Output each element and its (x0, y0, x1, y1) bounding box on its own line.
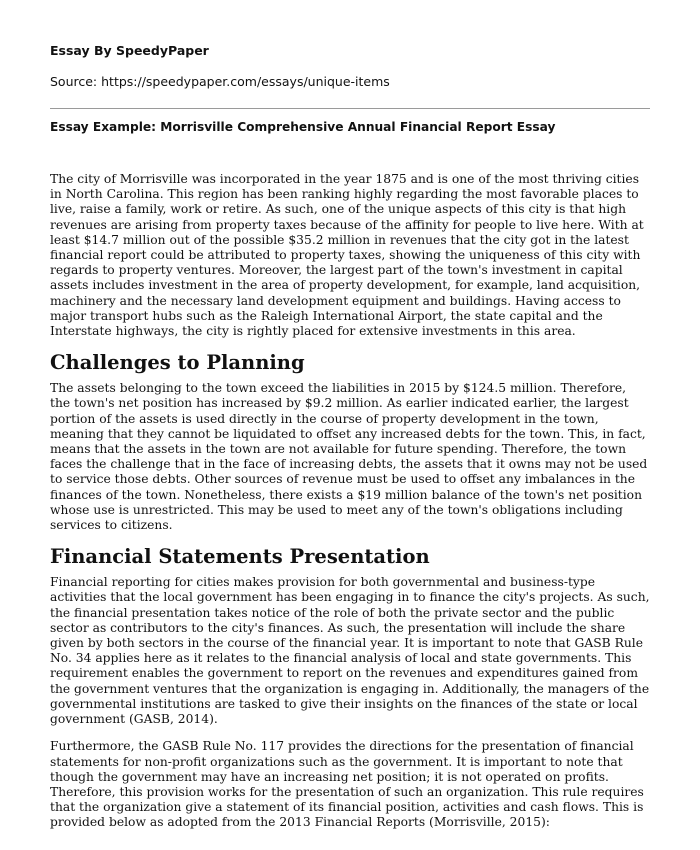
site-header-title: Essay By SpeedyPaper (50, 43, 209, 58)
source-line: Source: https://speedypaper.com/essays/unique-items (50, 74, 390, 89)
intro-paragraph: The city of Morrisville was incorporated in the year 1875 and is one of the most thriving cities in North Carolina. This region has been ranking highly regarding the most favorable places to live, raise a family, work or retire. As such, one of the unique aspects of this city is that high revenues are arising from property taxes because of the affinity for people to live here. With at least $14.7 million out of the possible $35.2 million in revenues that the city got in the latest financial report could be attributed to property taxes, showing the uniqueness of this city with regards to property ventures. Moreover, the largest part of the town's investment in capital assets includes investment in the area of property development, for example, land acquisition, machinery and the necessary land development equipment and buildings. Having access to major transport hubs such as the Raleigh International Airport, the state capital and the Interstate highways, the city is rightly placed for extensive investments in this area. (50, 172, 644, 339)
challenges-paragraph: The assets belonging to the town exceed the liabilities in 2015 by $124.5 million. Therefore, the town's net position has increased by $9.2 million. As earlier indicated earlier, the largest portion of the assets is used directly in the course of property development in the town, meaning that they cannot be liquidated to offset any increased debts for the town. This, in fact, means that the assets in the town are not available for future spending. Therefore, the town faces the challenge that in the face of increasing debts, the assets that it owns may not be used to service those debts. Other sources of revenue must be used to offset any imbalances in the finances of the town. Nonetheless, there exists a $19 million balance of the town's net position whose use is unrestricted. This may be used to meet any of the town's obligations including services to citizens. (50, 381, 648, 533)
paragraph-gap (50, 727, 650, 739)
financial-paragraph-2: Furthermore, the GASB Rule No. 117 provides the directions for the presentation of financial statements for non-profit organizations such as the government. It is important to note that though the government may have an increasing net position; it is not operated on profits. Therefore, this provision works for the presentation of such an organization. This rule requires that the organization give a statement of its financial position, activities and cash flows. This is provided below as adopted from the 2013 Financial Reports (Morrisville, 2015): (50, 739, 644, 830)
section-heading-financial-statements: Financial Statements Presentation (50, 545, 430, 569)
financial-paragraph-1: Financial reporting for cities makes provision for both governmental and business-type activities that the local government has been engaging in to finance the city's projects. As such, the financial presentation takes notice of the role of both the private sector and the public sector as contributors to the city's finances. As such, the presentation will include the share given by both sectors in the course of the financial year. It is important to note that GASB Rule No. 34 applies here as it relates to the financial analysis of local and state governments. This requirement enables the government to report on the revenues and expenditures gained from the government ventures that the organization is engaging in. Additionally, the managers of the governmental institutions are tasked to give their insights on the finances of the state or local government (GASB, 2014). (50, 575, 650, 727)
essay-body (50, 172, 650, 831)
header-divider (50, 108, 650, 109)
essay-title: Essay Example: Morrisville Comprehensive Annual Financial Report Essay (50, 120, 556, 134)
section-heading-challenges: Challenges to Planning (50, 351, 305, 375)
